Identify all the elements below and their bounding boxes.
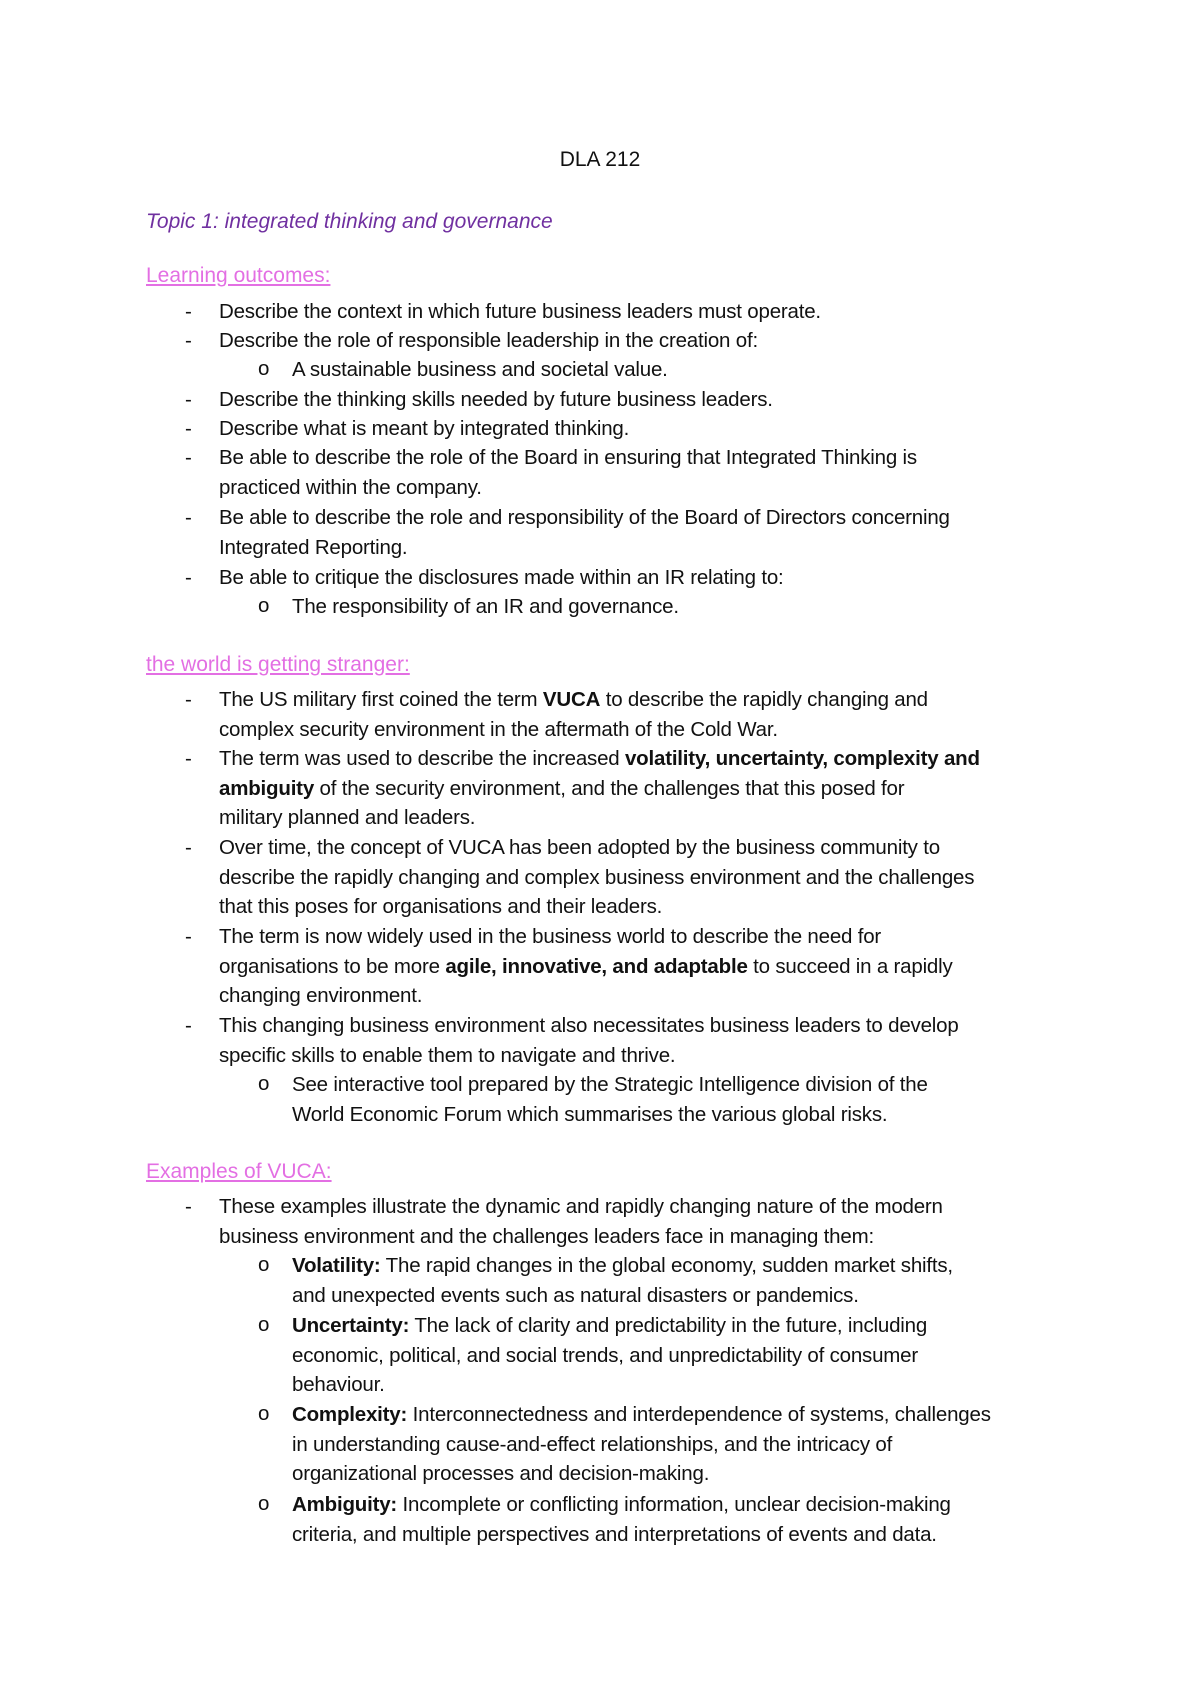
list-item: - Be able to describe the role and responsibility of the Board of Directors concerning Integrated Reporting.	[219, 503, 1069, 562]
list-item: - Describe the context in which future business leaders must operate.	[219, 297, 1069, 327]
sub-list-item: o See interactive tool prepared by the Strategic Intelligence division of the World Economic Forum which summarises the various global risks.	[292, 1070, 1072, 1129]
sub-list-item: o The responsibility of an IR and governance.	[292, 592, 1072, 622]
sub-list-item-volatility: o Volatility: The rapid changes in the global economy, sudden market shifts, and unexpected events such as natural disasters or pandemics.	[292, 1251, 1072, 1310]
learning-outcomes-heading: Learning outcomes:	[146, 264, 331, 287]
sub-list-item-uncertainty: o Uncertainty: The lack of clarity and predictability in the future, including economic, political, and social trends, and unpredictability of consumer behaviour.	[292, 1311, 1072, 1400]
list-item: - Describe the thinking skills needed by future business leaders.	[219, 385, 1069, 415]
topic-heading: Topic 1: integrated thinking and governance	[146, 210, 553, 233]
document-title: DLA 212	[559, 148, 641, 171]
list-item: - The term is now widely used in the business world to describe the need for organisations to be more agile, innovative, and adaptable to succeed in a rapidly changing environment.	[219, 922, 1069, 1011]
list-item: - Describe what is meant by integrated thinking.	[219, 414, 1069, 444]
sub-list-item-ambiguity: o Ambiguity: Incomplete or conflicting information, unclear decision-making criteria, and multiple perspectives and interpretations of events and data.	[292, 1490, 1072, 1549]
list-item: - The term was used to describe the increased volatility, uncertainty, complexity and ambiguity of the security environment, and the challenges that this posed for military planned and leaders.	[219, 744, 1069, 833]
world-stranger-heading: the world is getting stranger:	[146, 653, 410, 676]
list-item: - These examples illustrate the dynamic and rapidly changing nature of the modern business environment and the challenges leaders face in managing them:	[219, 1192, 1069, 1251]
list-item: - Be able to critique the disclosures made within an IR relating to:	[219, 563, 1069, 593]
sub-list-item-complexity: o Complexity: Interconnectedness and interdependence of systems, challenges in understanding cause-and-effect relationships, and the intricacy of organizational processes and decision-making.	[292, 1400, 1072, 1489]
list-item: - Over time, the concept of VUCA has been adopted by the business community to describe the rapidly changing and complex business environment and the challenges that this poses for organisations and their leaders.	[219, 833, 1069, 922]
list-item: - Be able to describe the role of the Board in ensuring that Integrated Thinking is practiced within the company.	[219, 443, 1069, 502]
list-item: - Describe the role of responsible leadership in the creation of:	[219, 326, 1069, 356]
vuca-examples-heading: Examples of VUCA:	[146, 1160, 332, 1183]
list-item: - The US military first coined the term VUCA to describe the rapidly changing and complex security environment in the aftermath of the Cold War.	[219, 685, 1069, 744]
list-item: - This changing business environment also necessitates business leaders to develop specific skills to enable them to navigate and thrive.	[219, 1011, 1069, 1070]
sub-list-item: o A sustainable business and societal value.	[292, 355, 1072, 385]
